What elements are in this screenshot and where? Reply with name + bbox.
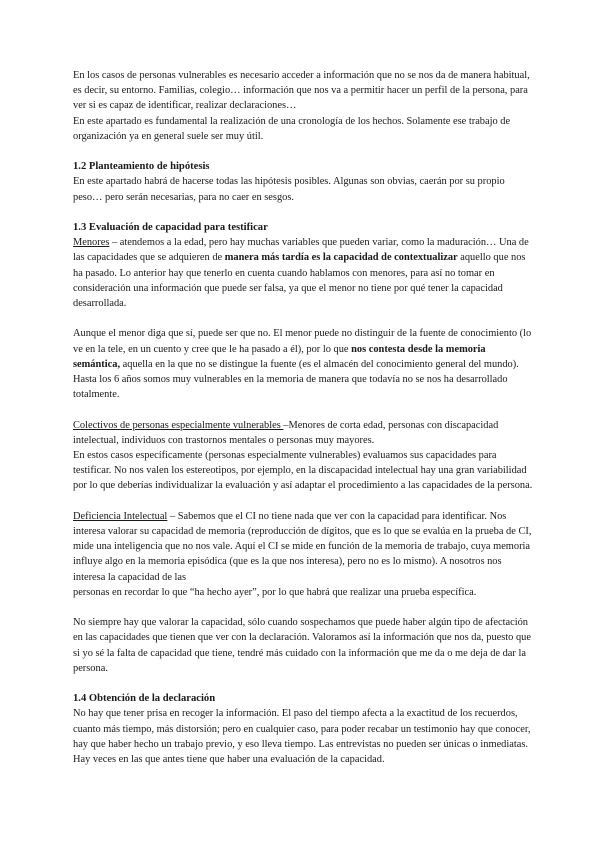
paragraph-recall: personas en recordar lo que “ha hecho ayer”, por lo que habrá que realizar una prueba específica. (73, 586, 477, 598)
paragraph-statement: No hay que tener prisa en recoger la información. El paso del tiempo afecta a la exactitud de los recuerdos, cuanto más tiempo, más distorsión; pero en cualquier caso, para poder recabar un testimonio hay que conocer, hay que haber hecho un trabajo previo, y eso lleva tiempo. Las entrevistas no pueden ser únicas o inmediatas. Hay veces en las que antes tiene que haber una evaluación de la capacidad. (73, 708, 531, 766)
emphasis-contextualize: manera más tardía es la capacidad de contextualizar (224, 252, 458, 264)
spacer (73, 144, 533, 159)
spacer (73, 676, 533, 691)
section-heading-1-2: 1.2 Planteamiento de hipótesis (73, 161, 210, 173)
section-heading-1-3: 1.3 Evaluación de capacidad para testificar (73, 222, 268, 233)
paragraph-semantic-memory: Aunque el menor diga que sí, puede ser que no. El menor puede no distinguir de la fuente de conocimiento (lo ve en la tele, en un cuento y cree que le ha pasado a él), por lo que nos contesta desde la memoria semántica, aquella en la que no se distingue la fuente (es el almacén del conocimiento general del mundo). Hasta los 6 años somos muy vulnerables en la memoria de manera que todavía no se nos ha desarrollado totalmente. (73, 328, 532, 401)
paragraph-minors: Menores – atendemos a la edad, pero hay muchas variables que pueden variar, como la maduración… Una de las capacidades que se adquieren de manera más tardía es la capacidad de contextualizar aquello que nos ha pasado. Lo anterior hay que tenerlo en cuenta cuando hablamos con menores, para así no tomar en consideración una información que puede ser falsa, ya que el menor no tiene por qué tener la capacidad desarrollada. (73, 237, 529, 310)
spacer (73, 205, 533, 220)
term-menores: Menores (73, 237, 110, 249)
spacer (73, 402, 533, 417)
paragraph-vulnerable-info: En los casos de personas vulnerables es necesario acceder a información que no se nos da de manera habitual, es decir, su entorno. Familias, colegio… información que nos va a permitir hacer un perfil de la persona, para ver si es capaz de identificar, realizar declaraciones… (73, 70, 530, 112)
paragraph-assess-capacity: No siempre hay que valorar la capacidad, sólo cuando sospechamos que puede haber algún tipo de afectación en las capacidades que tienen que ver con la declaración. Valoramos así la información que nos da, puesto que si yo sé la falta de capacidad que tiene, tendré más cuidado con la información que me da o me deja de dar la persona. (73, 617, 531, 674)
spacer (73, 600, 533, 615)
paragraph-intellectual-deficiency: Deficiencia Intelectual – Sabemos que el CI no tiene nada que ver con la capacidad para identificar. Nos interesa valorar su capacidad de memoria (reproducción de dígitos, que es lo que se evalúa en la prueba de CI, mide una inteligencia que no nos vale. Aquí el CI se mide en función de la memoria de trabajo, cuya memoria influye algo en la memoria episódica (que es la que nos interesa), pero no es lo mismo). A nosotros nos interesa la capacidad de las (73, 510, 532, 583)
paragraph-vulnerable-groups: Colectivos de personas especialmente vulnerables –Menores de corta edad, personas con discapacidad intelectual, individuos con trastornos mentales o personas muy mayores. (73, 419, 499, 446)
paragraph-chronology: En este apartado es fundamental la realización de una cronología de los hechos. Solamente ese trabajo de organización ya en general suele ser muy útil. (73, 115, 511, 142)
section-heading-1-4: 1.4 Obtención de la declaración (73, 693, 216, 705)
emphasis-semantic-memory: nos contesta desde la memoria semántica, (73, 343, 486, 370)
spacer (73, 311, 533, 326)
paragraph-evaluate-capacities: En estos casos específicamente (personas especialmente vulnerables) evaluamos sus capacidades para testificar. No nos valen los estereotipos, por ejemplo, en la discapacidad intelectual hay una gran variabilidad por lo que deberías individualizar la evaluación y así adaptar el procedimiento a las capacidades de la persona. (73, 450, 533, 492)
term-vulnerable-groups: Colectivos de personas especialmente vulnerables (73, 419, 284, 431)
term-intellectual-deficiency: Deficiencia Intelectual (73, 510, 168, 522)
document-page (73, 68, 533, 767)
paragraph-hypotheses: En este apartado habrá de hacerse todas las hipótesis posibles. Algunas son obvias, caerán por su propio peso… pero serán necesarias, para no caer en sesgos. (73, 176, 505, 203)
spacer (73, 494, 533, 509)
